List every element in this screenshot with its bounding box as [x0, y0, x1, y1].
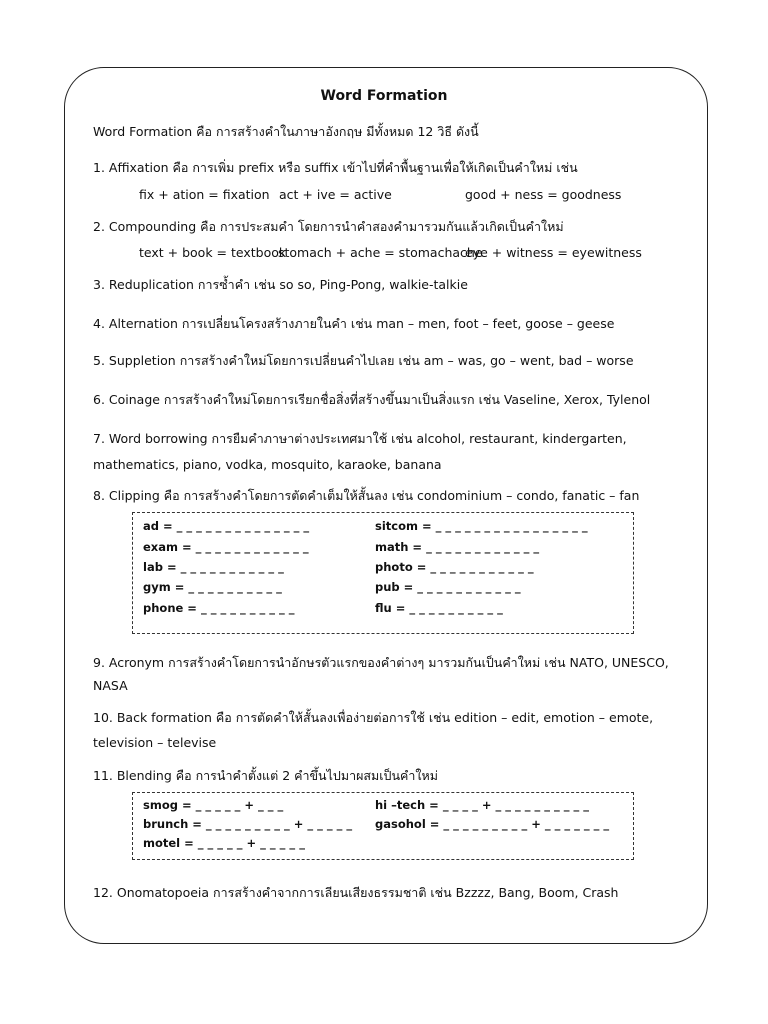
clipping-blank: pub = _ _ _ _ _ _ _ _ _ _ _: [375, 580, 521, 594]
suppletion-text: 5. Suppletion การสร้างคำใหม่โดยการเปลี่ยนคำไปเลย เช่น am – was, go – went, bad – worse: [93, 353, 634, 368]
page-title: Word Formation: [320, 88, 448, 104]
affixation-example: act + ive = active: [279, 187, 392, 202]
compounding-example: eye + witness = eyewitness: [465, 245, 642, 260]
back-formation-text-line1: 10. Back formation คือ การตัดคำให้สั้นลงเพื่อง่ายต่อการใช้ เช่น edition – edit, emotion – emote,: [93, 710, 654, 725]
compounding-heading: 2. Compounding คือ การประสมคำ โดยการนำคำสองคำมารวมกันแล้วเกิดเป็นคำใหม่: [93, 219, 564, 234]
blending-heading: 11. Blending คือ การนำคำตั้งแต่ 2 คำขึ้นไปมาผสมเป็นคำใหม่: [93, 768, 438, 783]
affixation-example: fix + ation = fixation: [139, 187, 270, 202]
acronym-text-line1: 9. Acronym การสร้างคำโดยการนำอักษรตัวแรกของคำต่างๆ มารวมกันเป็นคำใหม่ เช่น NATO, UNESCO,: [93, 655, 669, 670]
blending-blank: smog = _ _ _ _ _ + _ _ _: [143, 798, 284, 812]
blending-blank: hi –tech = _ _ _ _ + _ _ _ _ _ _ _ _ _ _: [375, 798, 590, 812]
reduplication-text: 3. Reduplication การซ้ำคำ เช่น so so, Ping-Pong, walkie-talkie: [93, 277, 468, 292]
blending-blank: motel = _ _ _ _ _ + _ _ _ _ _: [143, 836, 305, 850]
blending-blank: gasohol = _ _ _ _ _ _ _ _ _ + _ _ _ _ _ _ _: [375, 817, 610, 831]
onomatopoeia-text: 12. Onomatopoeia การสร้างคำจากการเลียนเสียงธรรมชาติ เช่น Bzzzz, Bang, Boom, Crash: [93, 885, 619, 900]
compounding-example: stomach + ache = stomachache: [278, 245, 483, 260]
clipping-blank: phone = _ _ _ _ _ _ _ _ _ _: [143, 601, 295, 615]
blending-blank: brunch = _ _ _ _ _ _ _ _ _ + _ _ _ _ _: [143, 817, 353, 831]
clipping-blank: gym = _ _ _ _ _ _ _ _ _ _: [143, 580, 282, 594]
clipping-blank: sitcom = _ _ _ _ _ _ _ _ _ _ _ _ _ _ _ _: [375, 519, 588, 533]
clipping-blank: flu = _ _ _ _ _ _ _ _ _ _: [375, 601, 503, 615]
borrowing-text-line1: 7. Word borrowing การยืมคำภาษาต่างประเทศมาใช้ เช่น alcohol, restaurant, kindergarten,: [93, 431, 627, 446]
acronym-text-line2: NASA: [93, 678, 128, 693]
intro-text: Word Formation คือ การสร้างคำในภาษาอังกฤษ มีทั้งหมด 12 วิธี ดังนี้: [93, 124, 479, 139]
coinage-text: 6. Coinage การสร้างคำใหม่โดยการเรียกชื่อสิ่งที่สร้างขึ้นมาเป็นสิ่งแรก เช่น Vaseline, Xerox, Tylenol: [93, 392, 651, 407]
alternation-text: 4. Alternation การเปลี่ยนโครงสร้างภายในคำ เช่น man – men, foot – feet, goose – geese: [93, 316, 615, 331]
affixation-example: good + ness = goodness: [465, 187, 622, 202]
clipping-heading: 8. Clipping คือ การสร้างคำโดยการตัดคำเต็มให้สั้นลง เช่น condominium – condo, fanatic – fan: [93, 488, 640, 503]
clipping-blank: ad = _ _ _ _ _ _ _ _ _ _ _ _ _ _: [143, 519, 310, 533]
affixation-heading: 1. Affixation คือ การเพิ่ม prefix หรือ suffix เข้าไปที่คำพื้นฐานเพื่อให้เกิดเป็นคำใหม่ เช่น: [93, 160, 578, 175]
compounding-example: text + book = textbook: [139, 245, 287, 260]
clipping-blank: math = _ _ _ _ _ _ _ _ _ _ _ _: [375, 540, 540, 554]
blending-exercise-box: [132, 792, 634, 860]
clipping-exercise-box: [132, 512, 634, 634]
clipping-blank: exam = _ _ _ _ _ _ _ _ _ _ _ _: [143, 540, 309, 554]
clipping-blank: photo = _ _ _ _ _ _ _ _ _ _ _: [375, 560, 534, 574]
back-formation-text-line2: television – televise: [93, 735, 217, 750]
clipping-blank: lab = _ _ _ _ _ _ _ _ _ _ _: [143, 560, 284, 574]
borrowing-text-line2: mathematics, piano, vodka, mosquito, karaoke, banana: [93, 457, 442, 472]
